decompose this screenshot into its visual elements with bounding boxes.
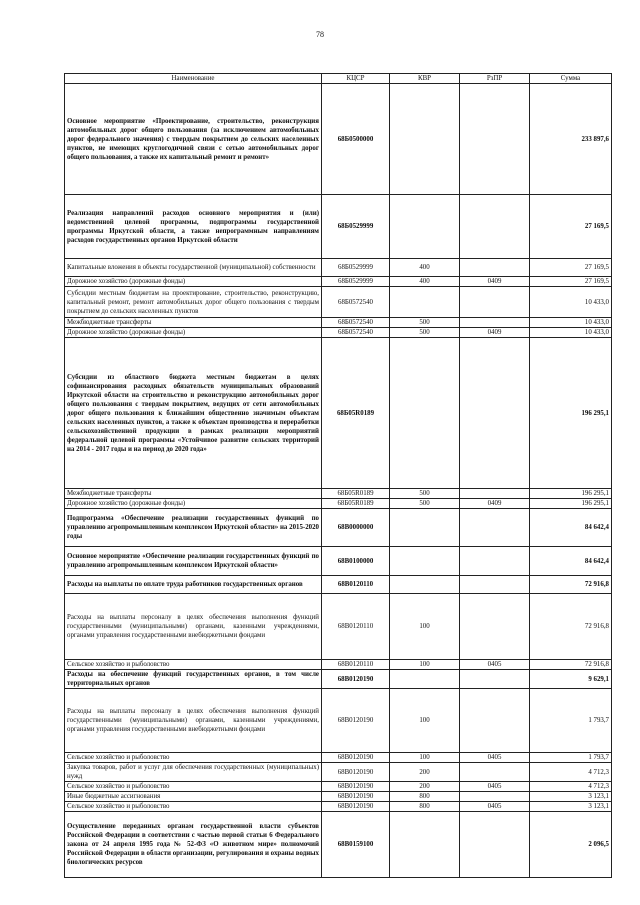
cell-sum: 1 793,7	[530, 689, 612, 753]
cell-kvr	[390, 812, 460, 878]
cell-sum: 196 295,1	[530, 489, 612, 499]
cell-rzpr	[460, 338, 530, 489]
cell-sum: 1 793,7	[530, 753, 612, 763]
table-body	[65, 84, 612, 878]
cell-kvr: 200	[390, 763, 460, 782]
cell-kcsr: 68В0120190	[322, 689, 390, 753]
cell-kcsr: 68Б05R0189	[322, 338, 390, 489]
cell-kcsr: 68В0000000	[322, 509, 390, 547]
cell-kcsr: 68В0120110	[322, 660, 390, 670]
table-row	[65, 660, 612, 670]
cell-name: Сельское хозяйство и рыболовство	[65, 753, 322, 763]
cell-rzpr	[460, 670, 530, 689]
table-row	[65, 328, 612, 338]
cell-sum: 196 295,1	[530, 338, 612, 489]
budget-table	[64, 73, 612, 878]
cell-name: Субсидии местным бюджетам на проектирование, строительство, реконструкцию, капитальный ремонт, ремонт автомобильных дорог общего пользования с твердым покрытием до сельских населенных пунктов	[65, 287, 322, 318]
cell-kcsr: 68В0120110	[322, 576, 390, 594]
cell-kvr: 500	[390, 328, 460, 338]
cell-kvr: 400	[390, 259, 460, 277]
cell-sum: 3 123,1	[530, 792, 612, 802]
table-row	[65, 489, 612, 499]
cell-rzpr	[460, 594, 530, 660]
cell-kcsr: 68Б0529999	[322, 195, 390, 259]
cell-name: Подпрограмма «Обеспечение реализации государственных функций по управлению агропромышленным комплексом Иркутской области» на 2015-2020 годы	[65, 509, 322, 547]
cell-sum: 2 096,5	[530, 812, 612, 878]
cell-kvr: 100	[390, 689, 460, 753]
cell-sum: 27 169,5	[530, 195, 612, 259]
cell-sum: 4 712,3	[530, 763, 612, 782]
cell-kcsr: 68В0120190	[322, 802, 390, 812]
cell-name: Расходы на обеспечение функций государственных органов, в том числе территориальных органов	[65, 670, 322, 689]
table-row	[65, 259, 612, 277]
cell-rzpr: 0405	[460, 782, 530, 792]
cell-sum: 72 916,8	[530, 594, 612, 660]
cell-kcsr: 68В0120190	[322, 792, 390, 802]
cell-name: Дорожное хозяйство (дорожные фонды)	[65, 499, 322, 509]
table-row	[65, 195, 612, 259]
header-kcsr: КЦСР	[322, 74, 390, 84]
cell-kvr: 500	[390, 489, 460, 499]
table-row	[65, 782, 612, 792]
table-row	[65, 594, 612, 660]
cell-rzpr	[460, 812, 530, 878]
cell-rzpr	[460, 489, 530, 499]
table-row	[65, 509, 612, 547]
cell-kcsr: 68В0100000	[322, 547, 390, 576]
cell-rzpr: 0405	[460, 660, 530, 670]
cell-rzpr	[460, 576, 530, 594]
cell-kvr: 100	[390, 660, 460, 670]
cell-kvr: 200	[390, 782, 460, 792]
cell-kvr	[390, 576, 460, 594]
cell-sum: 72 916,8	[530, 660, 612, 670]
cell-rzpr	[460, 763, 530, 782]
cell-kvr: 500	[390, 499, 460, 509]
cell-rzpr	[460, 689, 530, 753]
table-row	[65, 277, 612, 287]
table-row	[65, 547, 612, 576]
cell-rzpr	[460, 792, 530, 802]
cell-kcsr: 68Б0529999	[322, 277, 390, 287]
cell-kcsr: 68В0120190	[322, 782, 390, 792]
cell-rzpr	[460, 287, 530, 318]
cell-kvr: 400	[390, 277, 460, 287]
cell-sum: 4 712,3	[530, 782, 612, 792]
cell-name: Расходы на выплаты по оплате труда работников государственных органов	[65, 576, 322, 594]
table-row	[65, 84, 612, 195]
table-row	[65, 576, 612, 594]
cell-rzpr: 0409	[460, 277, 530, 287]
table-row	[65, 670, 612, 689]
cell-kvr: 500	[390, 318, 460, 328]
cell-name: Капитальные вложения в объекты государственной (муниципальной) собственности	[65, 259, 322, 277]
table-row	[65, 318, 612, 328]
cell-rzpr	[460, 195, 530, 259]
cell-rzpr: 0405	[460, 802, 530, 812]
cell-name: Иные бюджетные ассигнования	[65, 792, 322, 802]
cell-kvr	[390, 547, 460, 576]
cell-kvr: 800	[390, 802, 460, 812]
cell-kvr	[390, 195, 460, 259]
table-row	[65, 802, 612, 812]
cell-kcsr: 68В0120190	[322, 753, 390, 763]
cell-sum: 9 629,1	[530, 670, 612, 689]
cell-kcsr: 68Б0500000	[322, 84, 390, 195]
cell-sum: 84 642,4	[530, 547, 612, 576]
cell-kvr	[390, 509, 460, 547]
table-row	[65, 812, 612, 878]
cell-rzpr	[460, 259, 530, 277]
cell-kvr: 800	[390, 792, 460, 802]
cell-kcsr: 68Б0572540	[322, 328, 390, 338]
cell-rzpr	[460, 84, 530, 195]
cell-kcsr: 68В0120110	[322, 594, 390, 660]
cell-sum: 3 123,1	[530, 802, 612, 812]
cell-sum: 84 642,4	[530, 509, 612, 547]
cell-name: Сельское хозяйство и рыболовство	[65, 660, 322, 670]
table-header-row	[65, 74, 612, 84]
cell-kcsr: 68Б0529999	[322, 259, 390, 277]
header-kvr: КВР	[390, 74, 460, 84]
cell-sum: 10 433,0	[530, 287, 612, 318]
cell-kcsr: 68Б0572540	[322, 287, 390, 318]
table-row	[65, 338, 612, 489]
cell-kvr: 100	[390, 594, 460, 660]
page-number: 78	[316, 30, 324, 39]
cell-rzpr	[460, 318, 530, 328]
cell-name: Сельское хозяйство и рыболовство	[65, 782, 322, 792]
cell-kcsr: 68В0120190	[322, 670, 390, 689]
cell-name: Расходы на выплаты персоналу в целях обеспечения выполнения функций государственными (муниципальными) органами, казенными учреждениями, органами управления государственными внебюджетными фондами	[65, 594, 322, 660]
cell-sum: 27 169,5	[530, 277, 612, 287]
table-row	[65, 689, 612, 753]
cell-kvr	[390, 84, 460, 195]
header-sum: Сумма	[530, 74, 612, 84]
cell-name: Реализация направлений расходов основного мероприятия и (или) ведомственной целевой программы, подпрограммы государственной программы Иркутской области, а также непрограммным направлениям расходов государственных органов Иркутской области	[65, 195, 322, 259]
cell-sum: 10 433,0	[530, 328, 612, 338]
cell-name: Дорожное хозяйство (дорожные фонды)	[65, 277, 322, 287]
cell-rzpr: 0405	[460, 753, 530, 763]
cell-kcsr: 68В0159100	[322, 812, 390, 878]
cell-sum: 72 916,8	[530, 576, 612, 594]
cell-sum: 196 295,1	[530, 499, 612, 509]
header-rzpr: РзПР	[460, 74, 530, 84]
cell-name: Закупка товаров, работ и услуг для обеспечения государственных (муниципальных) нужд	[65, 763, 322, 782]
cell-kcsr: 68В0120190	[322, 763, 390, 782]
table-row	[65, 287, 612, 318]
cell-name: Межбюджетные трансферты	[65, 318, 322, 328]
cell-kvr	[390, 670, 460, 689]
cell-name: Межбюджетные трансферты	[65, 489, 322, 499]
cell-sum: 10 433,0	[530, 318, 612, 328]
cell-name: Дорожное хозяйство (дорожные фонды)	[65, 328, 322, 338]
cell-name: Осуществление переданных органам государственной власти субъектов Российской Федерации в соответствии с частью первой статьи 6 Федерального закона от 24 апреля 1995 года № 52-ФЗ «О животном мире» полномочий Российской Федерации в области организации, регулирования и охраны водных биологических ресурсов	[65, 812, 322, 878]
cell-kvr	[390, 287, 460, 318]
cell-kcsr: 68Б05R0189	[322, 499, 390, 509]
cell-kcsr: 68Б0572540	[322, 318, 390, 328]
table-row	[65, 792, 612, 802]
cell-kvr	[390, 338, 460, 489]
cell-name: Основное мероприятие «Проектирование, строительство, реконструкция автомобильных дорог общего пользования (за исключением автомобильных дорог федерального значения) с твердым покрытием до сельских населенных пунктов, не имеющих круглогодичной связи с сетью автомобильных дорог общего пользования, а также их капитальный ремонт и ремонт»	[65, 84, 322, 195]
cell-kvr: 100	[390, 753, 460, 763]
cell-rzpr	[460, 509, 530, 547]
table-row	[65, 499, 612, 509]
cell-name: Сельское хозяйство и рыболовство	[65, 802, 322, 812]
cell-sum: 233 897,6	[530, 84, 612, 195]
table-row	[65, 753, 612, 763]
cell-rzpr: 0409	[460, 499, 530, 509]
table-row	[65, 763, 612, 782]
cell-kcsr: 68Б05R0189	[322, 489, 390, 499]
cell-name: Основное мероприятие «Обеспечение реализации государственных функций по управлению агропромышленным комплексом Иркутской области»	[65, 547, 322, 576]
cell-rzpr	[460, 547, 530, 576]
cell-name: Субсидии из областного бюджета местным бюджетам в целях софинансирования расходных обязательств муниципальных образований Иркутской области на строительство и реконструкцию автомобильных дорог общего пользования с твердым покрытием, ведущих от сети автомобильных дорог общего пользования к ближайшим общественно значимым объектам сельских населенных пунктов, а также к объектам производства и переработки сельскохозяйственной продукции в рамках реализации мероприятий федеральной целевой программы «Устойчивое развитие сельских территорий на 2014 - 2017 годы и на период до 2020 года»	[65, 338, 322, 489]
cell-rzpr: 0409	[460, 328, 530, 338]
header-name: Наименование	[65, 74, 322, 84]
cell-sum: 27 169,5	[530, 259, 612, 277]
cell-name: Расходы на выплаты персоналу в целях обеспечения выполнения функций государственными (муниципальными) органами, казенными учреждениями, органами управления государственными внебюджетными фондами	[65, 689, 322, 753]
